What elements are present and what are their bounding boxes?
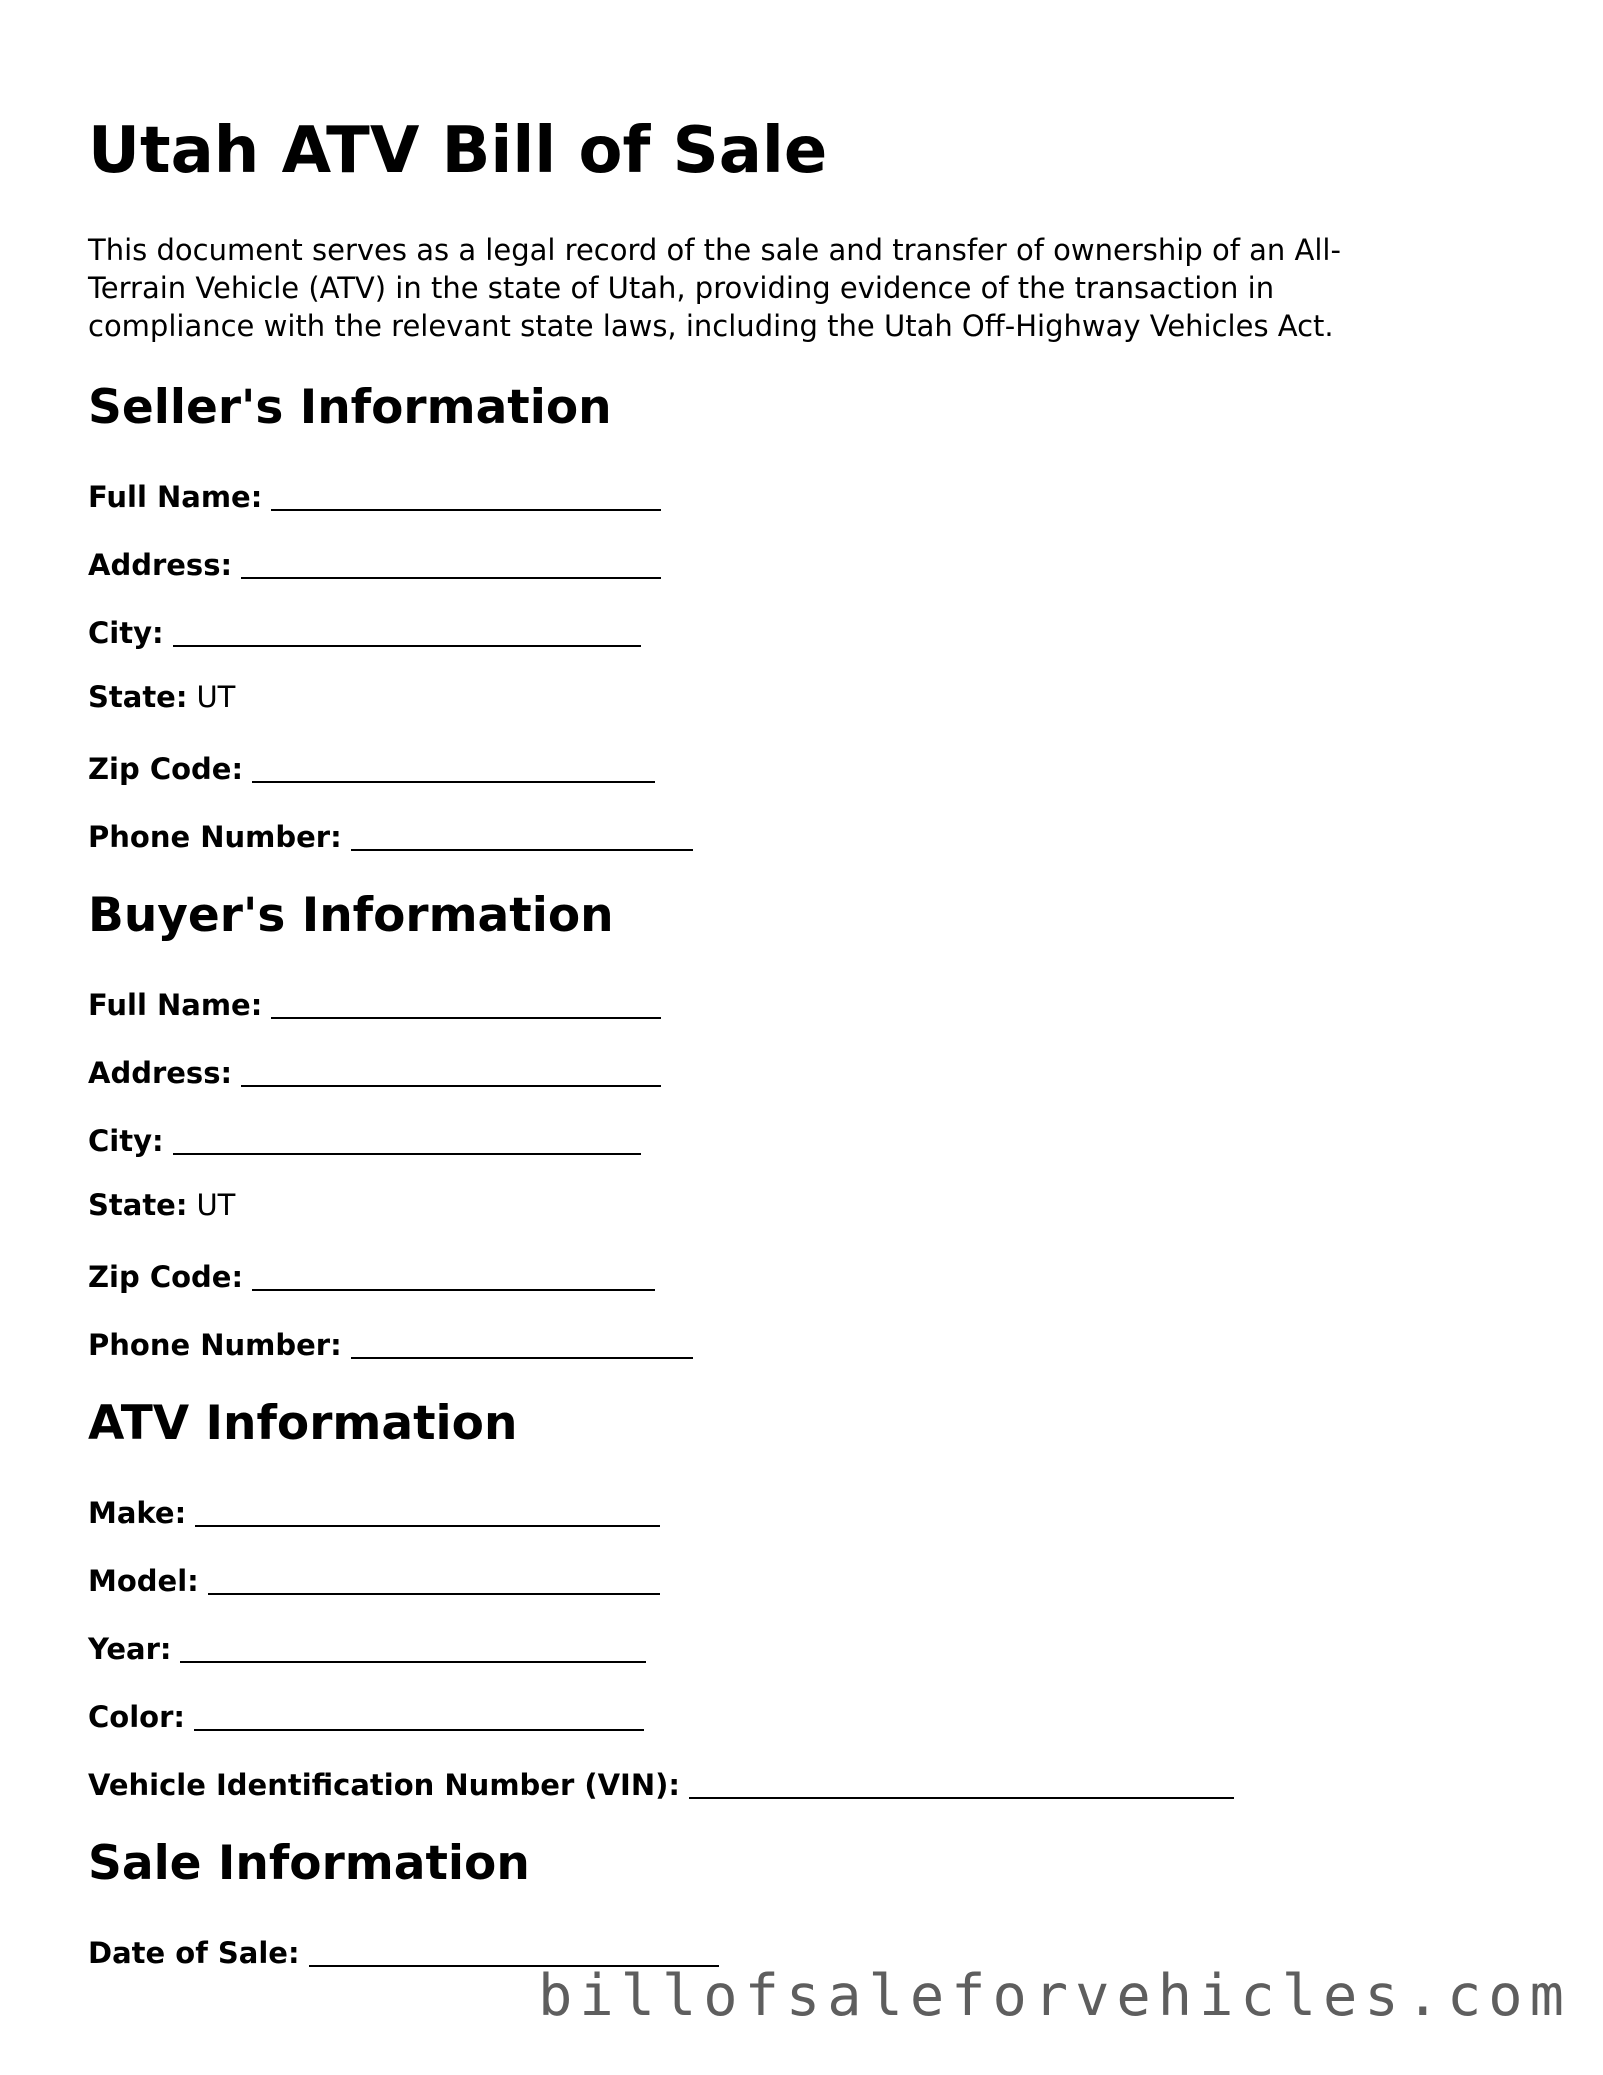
field-label: State: bbox=[88, 680, 188, 714]
buyer-zip-field bbox=[88, 1255, 655, 1295]
buyer-address-field bbox=[88, 1051, 661, 1091]
field-label: Full Name: bbox=[88, 988, 263, 1022]
buyer-city-field bbox=[88, 1119, 641, 1159]
atv-make-blank[interactable] bbox=[195, 1495, 660, 1527]
field-label: Full Name: bbox=[88, 480, 263, 514]
field-label: Zip Code: bbox=[88, 1260, 244, 1294]
atv-year-blank[interactable] bbox=[180, 1631, 646, 1663]
atv-vin-field bbox=[88, 1763, 1234, 1803]
buyer-address-blank[interactable] bbox=[241, 1055, 661, 1087]
field-label: Phone Number: bbox=[88, 1328, 342, 1362]
watermark-text: billofsaleforvehicles.com bbox=[538, 1963, 1571, 2029]
field-label: State: bbox=[88, 1188, 188, 1222]
seller-phone-blank[interactable] bbox=[351, 819, 693, 851]
buyer-phone-blank[interactable] bbox=[351, 1327, 693, 1359]
seller-state-value: UT bbox=[196, 680, 236, 714]
atv-make-field bbox=[88, 1491, 660, 1531]
atv-color-blank[interactable] bbox=[194, 1699, 644, 1731]
buyer-state-field bbox=[88, 1187, 235, 1223]
intro-line: compliance with the relevant state laws, including the Utah Off-Highway Vehicles Act. bbox=[88, 309, 1334, 343]
intro-line: This document serves as a legal record of the sale and transfer of ownership of an All- bbox=[88, 233, 1341, 267]
atv-year-field bbox=[88, 1627, 646, 1667]
field-label: Vehicle Identification Number (VIN): bbox=[88, 1768, 680, 1802]
seller-address-blank[interactable] bbox=[241, 547, 661, 579]
field-label: Model: bbox=[88, 1564, 199, 1598]
atv-model-field bbox=[88, 1559, 660, 1599]
buyer-state-value: UT bbox=[196, 1188, 236, 1222]
field-label: Date of Sale: bbox=[88, 1936, 300, 1970]
field-label: Color: bbox=[88, 1700, 185, 1734]
seller-full-name-blank[interactable] bbox=[271, 479, 661, 511]
atv-vin-blank[interactable] bbox=[689, 1767, 1234, 1799]
buyer-section-heading: Buyer's Information bbox=[88, 888, 614, 943]
field-label: Zip Code: bbox=[88, 752, 244, 786]
seller-zip-blank[interactable] bbox=[252, 751, 655, 783]
seller-section-heading: Seller's Information bbox=[88, 380, 612, 435]
field-label: Address: bbox=[88, 548, 233, 582]
seller-state-field bbox=[88, 679, 235, 715]
buyer-full-name-field bbox=[88, 983, 661, 1023]
field-label: City: bbox=[88, 1124, 164, 1158]
field-label: Make: bbox=[88, 1496, 187, 1530]
seller-city-blank[interactable] bbox=[173, 615, 641, 647]
buyer-full-name-blank[interactable] bbox=[271, 987, 661, 1019]
seller-address-field bbox=[88, 543, 661, 583]
seller-city-field bbox=[88, 611, 641, 651]
field-label: Phone Number: bbox=[88, 820, 342, 854]
atv-color-field bbox=[88, 1695, 644, 1735]
buyer-zip-blank[interactable] bbox=[252, 1259, 655, 1291]
field-label: City: bbox=[88, 616, 164, 650]
atv-section-heading: ATV Information bbox=[88, 1396, 518, 1451]
field-label: Year: bbox=[88, 1632, 172, 1666]
document-title: Utah ATV Bill of Sale bbox=[88, 114, 828, 188]
field-label: Address: bbox=[88, 1056, 233, 1090]
seller-phone-field bbox=[88, 815, 693, 855]
sale-section-heading: Sale Information bbox=[88, 1836, 530, 1891]
intro-line: Terrain Vehicle (ATV) in the state of Utah, providing evidence of the transaction in bbox=[88, 271, 1275, 305]
buyer-phone-field bbox=[88, 1323, 693, 1363]
buyer-city-blank[interactable] bbox=[173, 1123, 641, 1155]
intro-paragraph bbox=[88, 231, 1528, 345]
seller-zip-field bbox=[88, 747, 655, 787]
atv-model-blank[interactable] bbox=[208, 1563, 660, 1595]
seller-full-name-field bbox=[88, 475, 661, 515]
